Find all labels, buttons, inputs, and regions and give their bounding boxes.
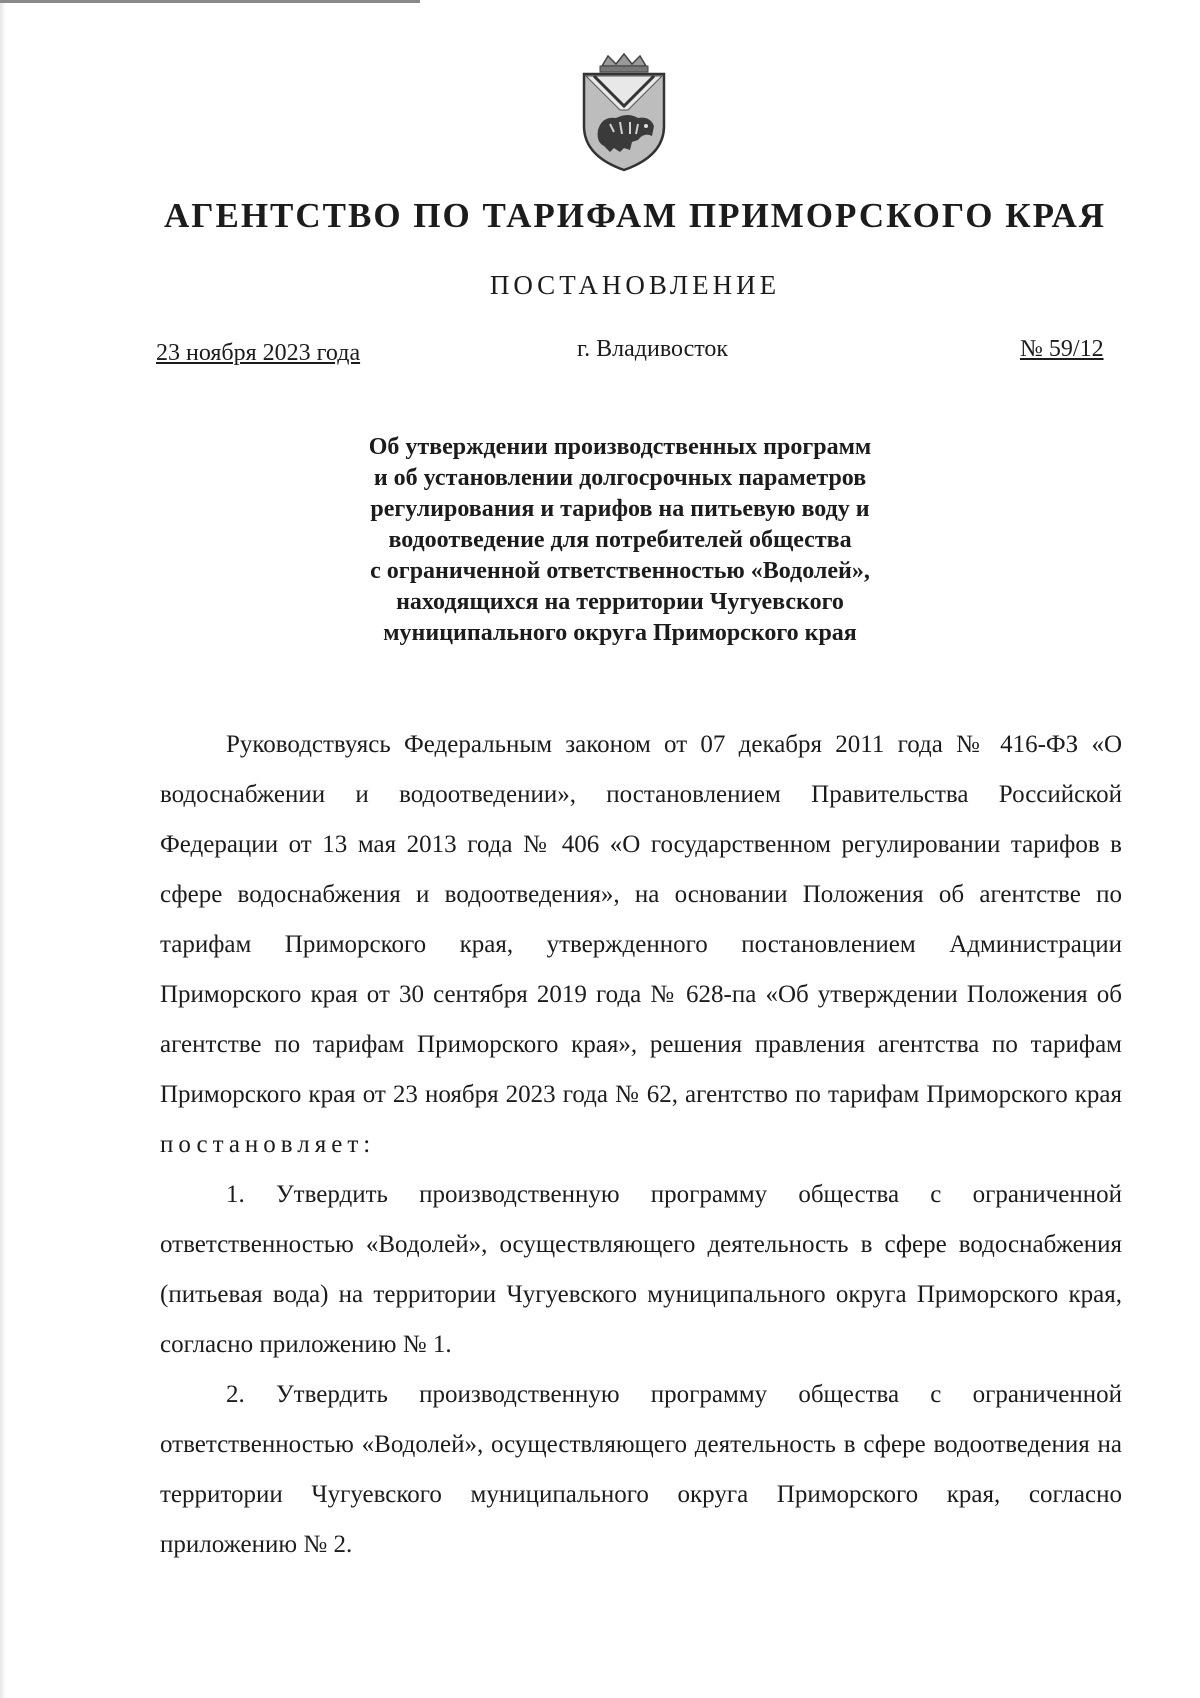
- scan-edge-top: [0, 0, 420, 3]
- resolves-word: постановляет:: [160, 1131, 376, 1158]
- preamble-text: Руководствуясь Федеральным законом от 07 декабря 2011 года № 416-ФЗ «О водоснабжении и водоотведении», постановлением Правительства Российской Федерации от 13 мая 2013 года № 406 «О государственном регулировании тарифов в сфере водоснабжения и водоотведения», на основании Положения об агентстве по тарифам Приморского края, утвержденного постановлением Администрации Приморского края от 30 сентября 2019 года № 628-па «Об утверждении Положения об агентстве по тарифам Приморского края», решения правления агентства по тарифам Приморского края от 23 ноября 2023 года № 62, агентство по тарифам Приморского края: [160, 731, 1122, 1108]
- document-type: ПОСТАНОВЛЕНИЕ: [489, 270, 781, 300]
- scan-edge: [0, 0, 6, 1698]
- document-title: [290, 432, 950, 649]
- document-city: г. Владивосток: [577, 336, 729, 362]
- title-line: водоотведение для потребителей общества: [388, 527, 852, 553]
- document-date: 23 ноября 2023 года: [156, 340, 361, 366]
- title-line: Об утверждении производственных программ: [368, 434, 872, 460]
- document-body: [160, 720, 1122, 1570]
- title-line: с ограниченной ответственностью «Водолей»,: [370, 558, 870, 584]
- agency-name: АГЕНТСТВО ПО ТАРИФАМ ПРИМОРСКОГО КРАЯ: [163, 196, 1107, 235]
- coat-of-arms-icon: [572, 52, 676, 178]
- title-line: находящихся на территории Чугуевского: [396, 589, 844, 615]
- document-number: № 59/12: [1020, 336, 1104, 362]
- title-line: и об установлении долгосрочных параметров: [373, 465, 867, 491]
- preamble-paragraph: [160, 720, 1122, 1170]
- title-line: муниципального округа Приморского края: [383, 620, 857, 646]
- item-1-paragraph: 1. Утвердить производственную программу общества с ограниченной ответственностью «Водолей», осуществляющего деятельность в сфере водоснабжения (питьевая вода) на территории Чугуевского муниципального округа Приморского края, согласно приложению № 1.: [160, 1181, 1122, 1358]
- item-2-paragraph: 2. Утвердить производственную программу общества с ограниченной ответственностью «Водолей», осуществляющего деятельность в сфере водоотведения на территории Чугуевского муниципального округа Приморского края, согласно приложению № 2.: [160, 1381, 1122, 1558]
- title-line: регулирования и тарифов на питьевую воду и: [370, 496, 870, 522]
